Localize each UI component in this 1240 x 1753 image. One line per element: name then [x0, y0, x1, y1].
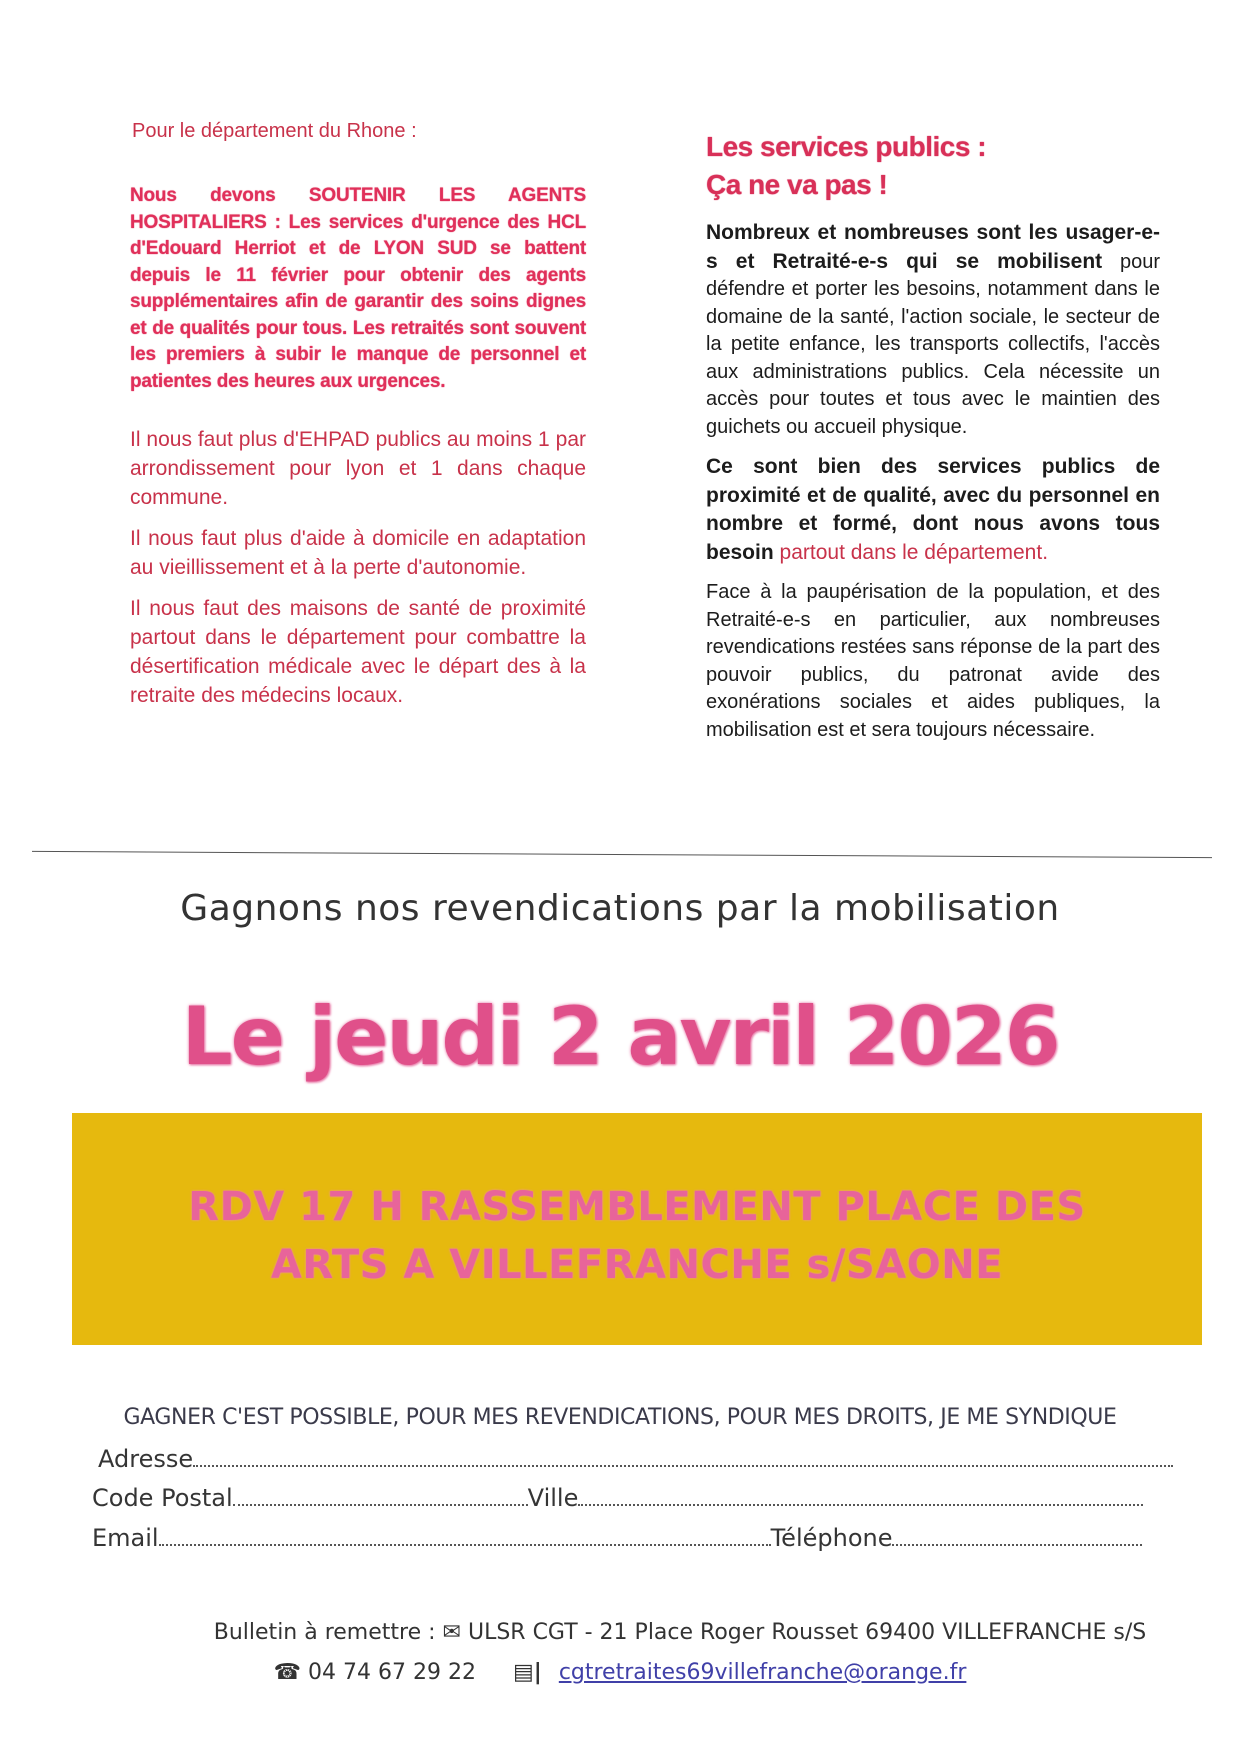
- city-label: Ville: [527, 1484, 579, 1512]
- bulletin-label: Bulletin à remettre :: [213, 1620, 436, 1645]
- right-paragraphs: [706, 219, 1160, 756]
- email-row[interactable]: [92, 1524, 1142, 1552]
- pauperisation-paragraph: Face à la paupérisation de la population, et des Retraité-e-s en particulier, aux nombreuses revendications restées sans réponse de la part des pouvoir publics, du patronat avide des exonérations sociales et aides publiques, la mobilisation est et sera toujours nécessaire.: [706, 581, 1160, 741]
- left-heading: Pour le département du Rhone :: [132, 120, 417, 142]
- contact-line: ☎ 04 74 67 29 22 ▤| cgtretraites69villefranche@orange.fr: [273, 1660, 967, 1685]
- phone-icon: ☎: [273, 1660, 302, 1685]
- proximity-bold: Ce sont bien des services publics de proximité et de qualité, avec du personnel en nombre et formé, dont nous avons tous besoin: [706, 455, 1160, 564]
- email-label: Email: [92, 1524, 159, 1552]
- rdv-line-2: ARTS A VILLEFRANCHE s/SAONE: [270, 1242, 1004, 1288]
- proximity-paragraph: [706, 453, 1160, 567]
- city-field[interactable]: [578, 1503, 1143, 1506]
- divider: [32, 851, 1212, 858]
- ehpad-paragraph: Il nous faut plus d'EHPAD publics au moins 1 par arrondissement pour lyon et 1 dans chaque commune.: [130, 428, 586, 509]
- title-line-2: Ça ne va pas !: [706, 169, 888, 200]
- email-link[interactable]: cgtretraites69villefranche@orange.fr: [558, 1660, 967, 1685]
- phone-number: 04 74 67 29 22: [308, 1660, 476, 1685]
- rdv-line-1: RDV 17 H RASSEMBLEMENT PLACE DES: [188, 1184, 1086, 1230]
- left-paragraphs: [130, 425, 586, 722]
- fax-icon: ▤: [512, 1660, 534, 1685]
- home-help-paragraph: Il nous faut plus d'aide à domicile en adaptation au vieillissement et à la perte d'autonomie.: [130, 527, 586, 579]
- postal-code-row[interactable]: [92, 1484, 1143, 1512]
- hospital-agents-block: Nous devons SOUTENIR LES AGENTS HOSPITALIERS : Les services d'urgence des HCL d'Edouard Herriot et de LYON SUD se battent depuis le 11 février pour obtenir des agents supplémentaires afin de garantir des soins dignes et de qualités pour tous. Les retraités sont souvent les premiers à subir le manque de personnel et patientes des heures aux urgences.: [130, 185, 586, 392]
- rdv-text: [72, 1178, 1202, 1294]
- phone-field[interactable]: [892, 1543, 1142, 1546]
- mobilisation-rest: pour défendre et porter les besoins, notamment dans le domaine de la santé, l'action sociale, le secteur de la petite enfance, les transports collectifs, l'accès aux administrations publics. Cela nécessite un accès pour toutes et tous avec le maintien des guichets ou accueil physique.: [706, 250, 1160, 438]
- address-field[interactable]: [193, 1464, 1173, 1467]
- bulletin-address: ULSR CGT - 21 Place Roger Rousset 69400 VILLEFRANCHE s/S: [467, 1620, 1147, 1645]
- postal-code-field[interactable]: [233, 1503, 528, 1506]
- health-centers-paragraph: Il nous faut des maisons de santé de proximité partout dans le département pour combattre la désertification médicale avec le départ des à la retraite des médecins locaux.: [130, 597, 586, 707]
- phone-label: Téléphone: [770, 1524, 893, 1552]
- title-line-1: Les services publics :: [706, 131, 987, 162]
- address-label: Adresse: [98, 1445, 194, 1473]
- bulletin-line: [180, 1620, 1180, 1645]
- slogan: Gagnons nos revendications par la mobilisation: [180, 888, 1060, 929]
- mobilisation-paragraph: [706, 219, 1160, 441]
- public-services-title: [706, 128, 1166, 204]
- proximity-red: partout dans le département.: [773, 540, 1049, 564]
- syndicate-slogan: GAGNER C'EST POSSIBLE, POUR MES REVENDICATIONS, POUR MES DROITS, JE ME SYNDIQUE: [123, 1405, 1117, 1430]
- mail-icon: ✉: [442, 1620, 461, 1645]
- mobilisation-bold: Nombreux et nombreuses sont les usager-e-s et Retraité-e-s qui se mobilisent: [706, 221, 1160, 273]
- email-field[interactable]: [159, 1543, 771, 1546]
- postal-code-label: Code Postal: [92, 1484, 233, 1512]
- event-date: Le jeudi 2 avril 2026: [181, 990, 1059, 1083]
- address-row[interactable]: [98, 1445, 1173, 1473]
